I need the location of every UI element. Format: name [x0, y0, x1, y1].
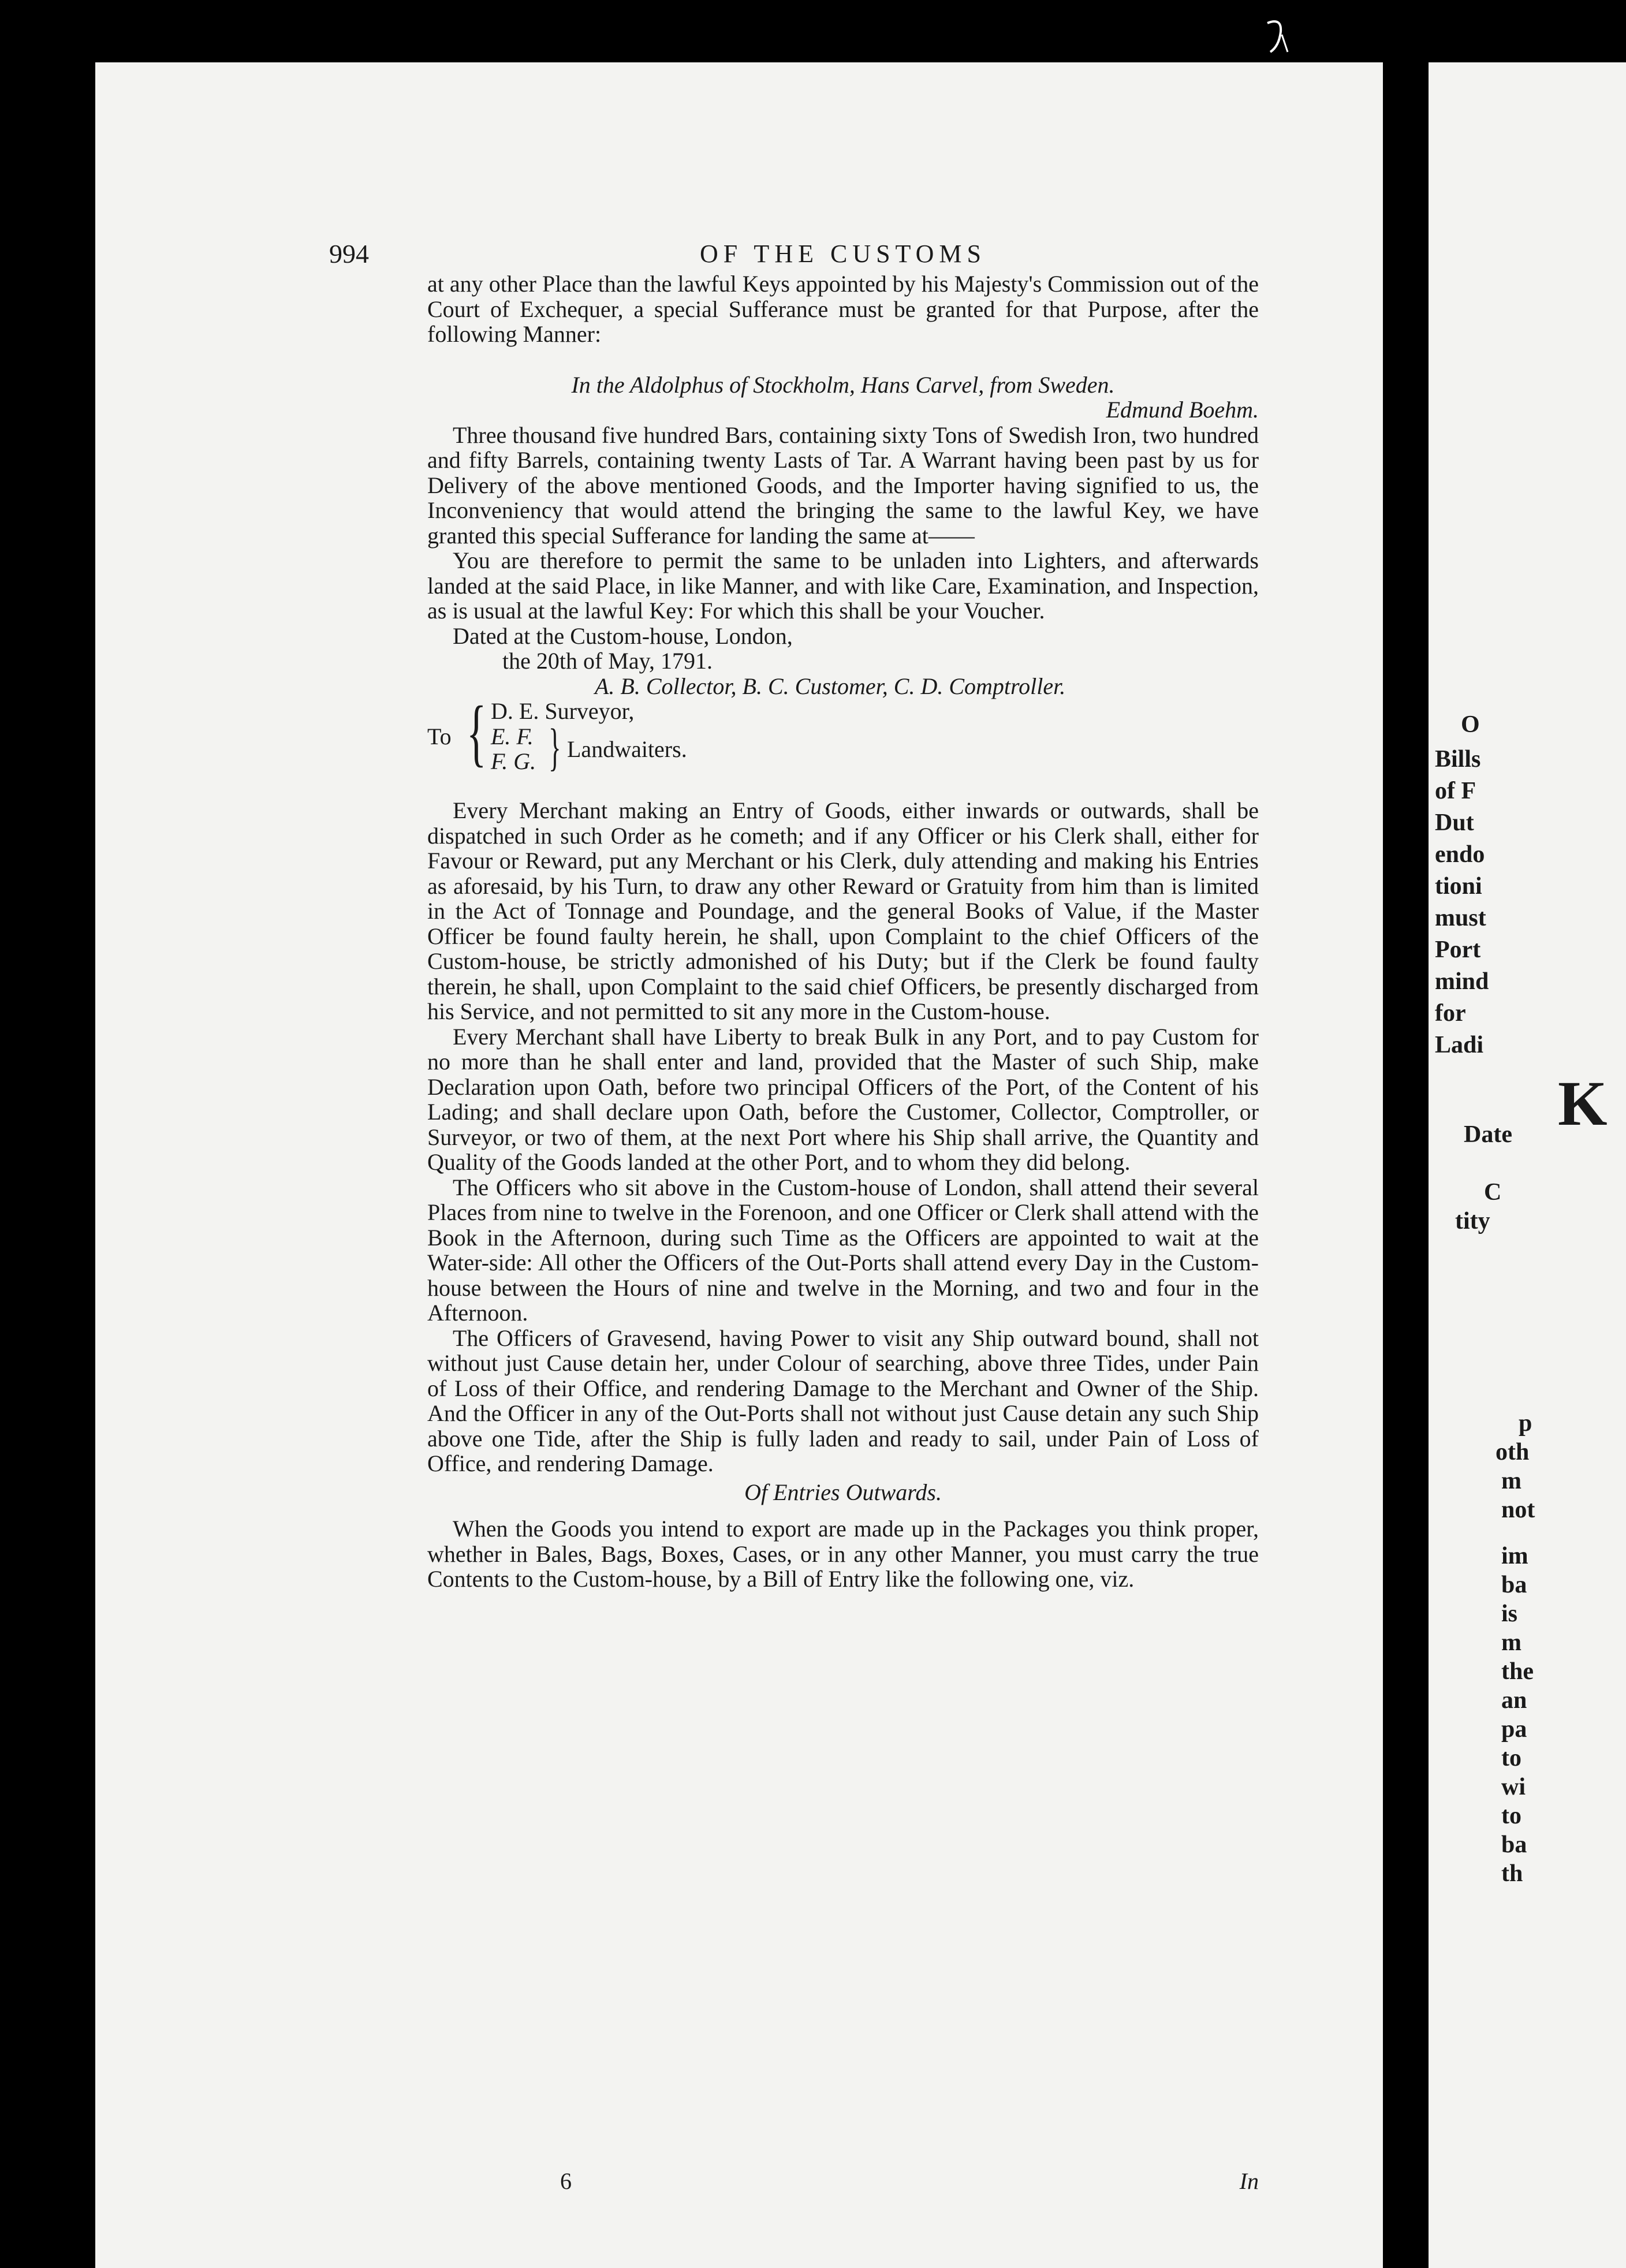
section-heading: Of Entries Outwards. [744, 1479, 942, 1505]
right-page-fragment: to [1501, 1745, 1521, 1771]
right-page-fragment: O [1461, 711, 1480, 738]
right-page-fragment: oth [1496, 1439, 1530, 1465]
right-page-fragment: to [1501, 1803, 1521, 1829]
date-line: the 20th of May, 1791. [502, 648, 713, 674]
right-page-fragment: Ladi [1435, 1032, 1484, 1058]
right-page-fragment: th [1501, 1860, 1523, 1887]
addressees-block: To { D. E. Surveyor, E. F. F. G. } Landwaiters. [427, 691, 687, 776]
page-number: 994 [329, 239, 369, 268]
signature-mark: 6 [560, 2168, 572, 2194]
right-page-fragment: wi [1501, 1774, 1526, 1800]
right-page-fragment: Port [1435, 937, 1481, 963]
paragraph-break-bulk: Every Merchant shall have Liberty to break Bulk in any Port, and to pay Custom for no more than he shall enter and land, provided that the Master of such Ship, make Declaration upon Oath, before two principal Officers of the Port, of the Content of his Lading; and shall declare upon Oath, before the Customer, Collector, Comptroller, or Surveyor, or two of them, at the next Port where his Ship shall arrive, the Quantity and Quality of the Goods landed at the other Port, and to whom they did belong. [427, 1023, 1259, 1175]
right-page-fragment: is [1501, 1601, 1518, 1627]
right-page-fragment: Bills [1435, 746, 1481, 773]
to-fg: F. G. [491, 748, 536, 774]
right-page-fragment: pa [1501, 1716, 1527, 1743]
signatures-line: A. B. Collector, B. C. Customer, C. D. Comptroller. [595, 673, 1066, 699]
page-header [329, 239, 1259, 270]
right-page-fragment: m [1501, 1468, 1521, 1494]
right-page-fragment: ba [1501, 1831, 1527, 1858]
dated-line: Dated at the Custom-house, London, [453, 622, 793, 649]
right-page-fragment: endo [1435, 841, 1485, 868]
right-page-edge [1429, 62, 1626, 2268]
right-page-fragment: must [1435, 905, 1486, 931]
to-label: To [427, 723, 452, 749]
right-page-fragment: m [1501, 1629, 1521, 1656]
page-text-block [329, 239, 1259, 2194]
right-page-fragment: of F [1435, 778, 1476, 804]
page-corner-mark [1259, 17, 1293, 58]
paragraph-gravesend: The Officers of Gravesend, having Power to visit any Ship outward bound, shall not without just Cause detain her, under Colour of searching, above three Tides, under Pain of Loss of their Office, and rendering Damage to the Merchant and Owner of the Ship. And the Officer in any of the Out-Ports shall not without just Cause detain any such Ship above one Tide, after the Ship is fully laden and ready to sail, under Pain of Loss of Office, and rendering Damage. [427, 1325, 1259, 1476]
right-page-fragment: p [1519, 1410, 1532, 1437]
right-page-fragment: ba [1501, 1572, 1527, 1598]
right-page-fragment: an [1501, 1687, 1527, 1714]
form-signatory: Edmund Boehm. [1106, 397, 1259, 423]
to-landwaiters: Landwaiters. [567, 736, 687, 762]
right-page-fragment: Dut [1435, 810, 1474, 836]
paragraph-entries: Every Merchant making an Entry of Goods, either inwards or outwards, shall be dispatched in such Order as he cometh; and if any Officer or his Clerk shall, either for Favour or Reward, put any Merchant or his Clerk, duly attending and making his Entries as aforesaid, by his Turn, to draw any other Reward or Gratuity from him than is limited in the Act of Tonnage and Poundage, and the general Books of Value, if the Master Officer be found faulty herein, he shall, upon Complaint to the chief Officers of the Custom-house, be strictly admonished of his Duty; but if the Clerk be found faulty therein, he shall, upon Complaint to the said chief Officers, be presently discharged from his Service, and not permitted to sit any more in the Custom-house. [427, 797, 1259, 1024]
paragraph-entries-outwards: When the Goods you intend to export are made up in the Packages you think proper, whether in Bales, Bags, Boxes, Cases, or in any other Manner, you must carry the true Contents to the Custom-house, by a Bill of Entry like the following one, viz. [427, 1516, 1259, 1592]
right-page-fragment: Date [1464, 1121, 1512, 1148]
to-surveyor: D. E. Surveyor, [491, 698, 635, 724]
right-page-fragment: mind [1435, 968, 1489, 995]
right-page-fragment: the [1501, 1658, 1534, 1685]
right-page-fragment: not [1501, 1497, 1535, 1523]
form-paragraph-goods: Three thousand five hundred Bars, containing sixty Tons of Swedish Iron, two hundred and fifty Barrels, containing twenty Lasts of Tar. A Warrant having been past by us for Delivery of the above mentioned Goods, and the Importer having signified to us, the Inconveniency that would attend the bringing the same to the lawful Key, we have granted this special Sufferance for landing the same at—— [427, 421, 1259, 549]
right-page-heading-fragment: K [1558, 1068, 1608, 1139]
right-page-fragment: tity [1455, 1208, 1490, 1234]
form-paragraph-permit: You are therefore to permit the same to be unladen into Lighters, and afterwards landed at the said Place, in like Manner, and with like Care, Examination, and Inspection, as is usual at the lawful Key: For which this shall be your Voucher. [427, 547, 1259, 624]
paragraph-officers-london: The Officers who sit above in the Custom-house of London, shall attend their several Places from nine to twelve in the Forenoon, and one Officer or Clerk shall attend with the Book in the Afternoon, during such Time as the Officers are appointed to wait at the Water-side: All other the Officers of the Out-Ports shall attend every Day in the Custom-house between the Hours of nine and twelve in the Morning, and two and four in the Afternoon. [427, 1174, 1259, 1326]
to-ef: E. F. [491, 723, 534, 749]
intro-paragraph: at any other Place than the lawful Keys appointed by his Majesty's Commission out of the Court of Exchequer, a special Sufferance must be granted for that Purpose, after the following Manner: [427, 271, 1259, 347]
right-page-fragment: tioni [1435, 873, 1482, 900]
form-title: In the Aldolphus of Stockholm, Hans Carvel, from Sweden. [571, 371, 1115, 398]
right-page-fragment: for [1435, 1000, 1466, 1027]
running-head: OF THE CUSTOMS [699, 240, 987, 268]
right-page-fragment: im [1501, 1543, 1528, 1569]
right-page-fragment: C [1484, 1179, 1502, 1206]
catchword: In [1239, 2168, 1259, 2194]
